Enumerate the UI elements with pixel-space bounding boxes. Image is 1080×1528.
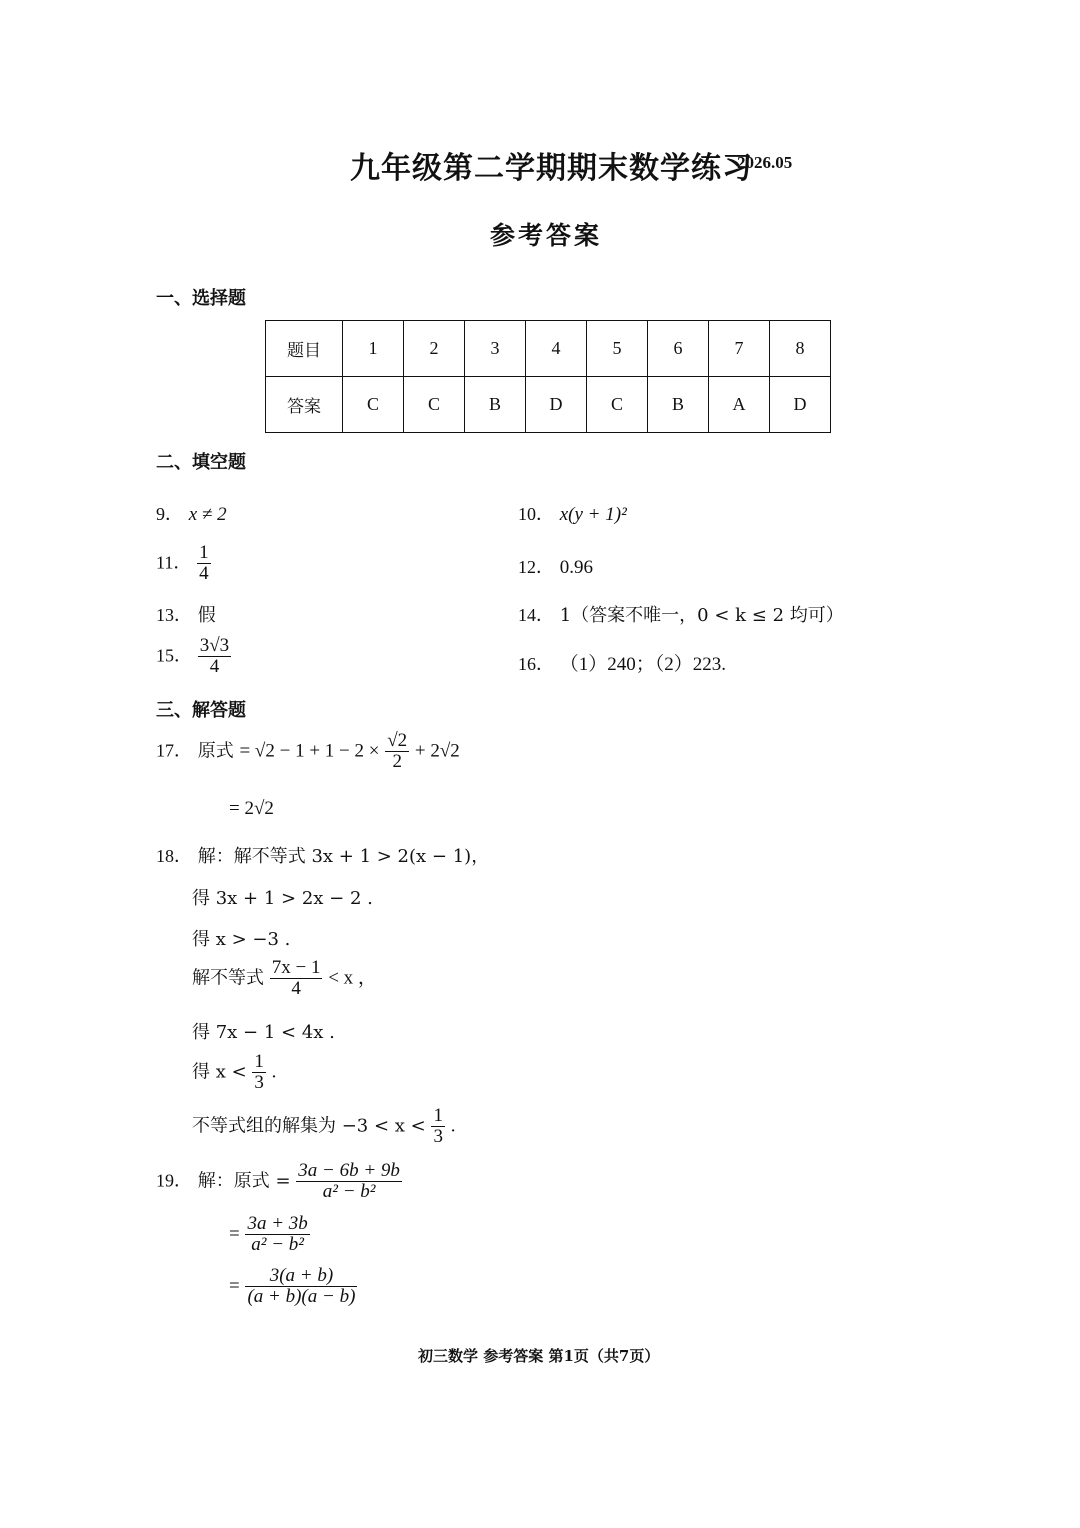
denominator: 4 [199, 562, 209, 584]
question-number: 15． [156, 645, 192, 666]
solution-q18-line3: 得 x > −3 . [192, 929, 291, 950]
question-number: 10． [518, 504, 554, 524]
question-number: 12． [518, 557, 554, 577]
numerator: 1 [254, 1051, 264, 1072]
step-text: 解：原式 = [197, 1170, 291, 1192]
step-text: 解：解不等式 3x + 1 > 2(x − 1)， [197, 846, 490, 867]
question-number: 11． [156, 552, 192, 573]
fraction [197, 543, 211, 584]
page-title: 九年级第二学期期末数学练习 [350, 151, 753, 186]
denominator: 3 [433, 1125, 443, 1147]
solution-q19-line2 [229, 1214, 310, 1255]
numerator: 7x − 1 [271, 957, 321, 978]
denominator: 3 [254, 1071, 264, 1093]
answer-q12 [518, 553, 593, 579]
solution-q18-line5: 得 7x − 1 < 4x . [192, 1022, 335, 1043]
solution-q18-line6 [192, 1052, 276, 1093]
question-number: 16． [518, 654, 554, 674]
table-header-question: 题目 [266, 321, 343, 377]
section-fill-heading: 二、填空题 [156, 452, 246, 473]
table-cell-answer: C [343, 377, 404, 433]
equals-sign: = [229, 1223, 240, 1245]
step-text: 不等式组的解集为 −3 < x < [192, 1115, 426, 1137]
question-number: 9． [156, 504, 183, 524]
question-number: 14． [518, 605, 554, 625]
table-cell-number: 1 [343, 321, 404, 377]
fraction [431, 1106, 445, 1147]
page-footer: 初三数学 参考答案 第1页（共7页） [418, 1347, 660, 1365]
table-cell-number: 8 [770, 321, 831, 377]
page-subtitle: 参考答案 [490, 221, 603, 250]
table-cell-number: 5 [587, 321, 648, 377]
fraction [385, 731, 409, 772]
table-cell-answer: C [587, 377, 648, 433]
fraction [252, 1052, 266, 1093]
step-expression: = √2 − 1 + 1 − 2 × [239, 740, 380, 762]
answer-q15 [156, 636, 231, 677]
table-cell-number: 7 [709, 321, 770, 377]
numerator: √2 [387, 730, 408, 751]
table-cell-answer: B [465, 377, 526, 433]
table-cell-answer: C [404, 377, 465, 433]
fraction [198, 636, 231, 677]
step-expression: + 2√2 [414, 740, 460, 762]
solution-q19-line3 [229, 1266, 357, 1307]
answer-value: x(y + 1)² [559, 504, 627, 525]
section-choice-heading: 一、选择题 [156, 288, 246, 309]
solution-q19-line1 [156, 1161, 402, 1202]
question-number: 19． [156, 1170, 192, 1191]
step-expression: < x ， [328, 967, 377, 989]
answer-q16 [518, 649, 726, 676]
question-number: 17． [156, 740, 192, 761]
table-cell-number: 4 [526, 321, 587, 377]
table-cell-answer: D [526, 377, 587, 433]
table-row-numbers [266, 321, 831, 377]
denominator: 4 [291, 977, 301, 999]
answer-q14 [518, 601, 844, 627]
denominator: (a + b)(a − b) [247, 1285, 356, 1307]
question-number: 18． [156, 846, 192, 866]
numerator: 1 [199, 542, 209, 563]
fraction [270, 958, 323, 999]
step-expression: . [271, 1061, 277, 1083]
solution-q17-line2: = 2√2 [229, 798, 274, 819]
answer-value: 假 [197, 605, 216, 626]
solution-q18-line2: 得 3x + 1 > 2x − 2 . [192, 888, 373, 909]
answer-value: x ≠ 2 [188, 504, 227, 525]
answer-value: 1（答案不唯一，0 < k ≤ 2 均可） [559, 605, 844, 626]
answer-value: 0.96 [559, 557, 593, 578]
answer-q10 [518, 500, 627, 526]
table-cell-number: 6 [648, 321, 709, 377]
table-row-answers [266, 377, 831, 433]
fraction [245, 1266, 357, 1307]
exam-date: 2026.05 [737, 153, 793, 172]
solution-q18-line7 [192, 1106, 455, 1147]
denominator: 2 [392, 750, 402, 772]
solution-q18-line4 [192, 958, 377, 999]
denominator: 4 [209, 655, 220, 677]
denominator: a² − b² [251, 1233, 304, 1255]
numerator: 1 [433, 1105, 443, 1126]
answer-q13 [156, 601, 216, 627]
table-header-answer: 答案 [266, 377, 343, 433]
table-cell-answer: A [709, 377, 770, 433]
numerator: 3a + 3b [247, 1213, 308, 1234]
table-cell-answer: D [770, 377, 831, 433]
choice-answer-table [265, 320, 831, 433]
numerator: 3(a + b) [245, 1266, 357, 1287]
fraction [245, 1214, 309, 1255]
table-cell-number: 3 [465, 321, 526, 377]
section-solve-heading: 三、解答题 [156, 700, 246, 721]
question-number: 13． [156, 605, 192, 625]
solution-q18-line1 [156, 842, 489, 868]
answer-value: （1）240；（2）223. [559, 654, 726, 675]
step-expression: . [450, 1115, 456, 1137]
table-cell-answer: B [648, 377, 709, 433]
solution-q17-line1 [156, 731, 460, 772]
denominator: a² − b² [322, 1180, 376, 1202]
numerator: 3a − 6b + 9b [298, 1160, 400, 1181]
step-label: 原式 [197, 740, 234, 762]
answer-q9 [156, 500, 227, 526]
table-cell-number: 2 [404, 321, 465, 377]
numerator: 3√3 [199, 635, 230, 656]
fraction [296, 1161, 402, 1202]
answer-q11 [156, 543, 211, 584]
equals-sign: = [229, 1275, 240, 1297]
step-text: 解不等式 [192, 967, 264, 989]
step-text: 得 x < [192, 1061, 247, 1083]
